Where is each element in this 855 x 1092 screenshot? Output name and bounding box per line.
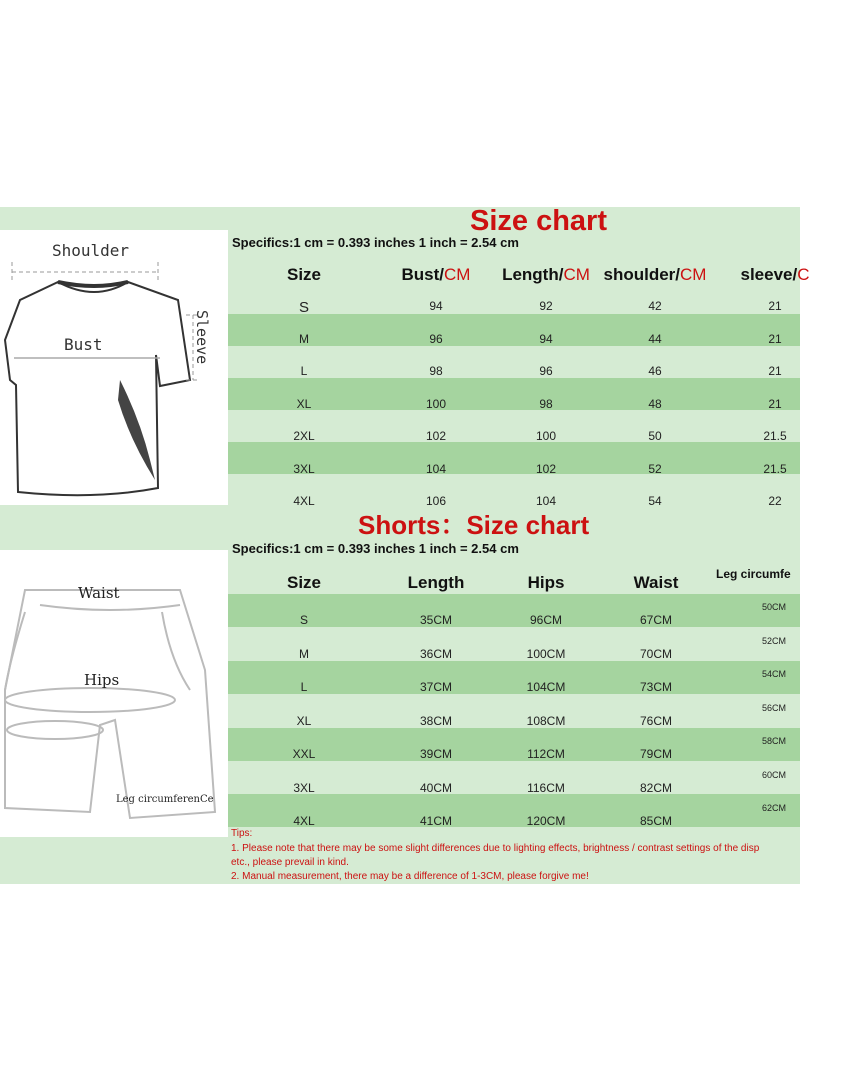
hips-label: Hips [84, 671, 120, 689]
size-chart-panel [0, 205, 810, 884]
shorts-cell: 116CM [527, 780, 565, 795]
shorts-cell: 56CM [762, 702, 787, 713]
tips-heading: Tips: [231, 828, 253, 839]
waist-label: Waist [78, 584, 120, 602]
shorts-header-1: Length [407, 573, 465, 592]
shirt-cell: 50 [648, 429, 662, 443]
tshirt-sketch [0, 230, 228, 505]
shorts-sketch [0, 550, 228, 837]
shorts-cell: 108CM [526, 713, 566, 728]
shorts-cell: M [299, 646, 309, 661]
shirt-cell: 96 [539, 364, 553, 378]
shirt-specifics: Specifics:1 cm = 0.393 inches 1 inch = 2.54 cm [232, 235, 519, 250]
shirt-cell: 100 [535, 429, 557, 443]
shorts-chart-title: Shorts：Size chart [358, 510, 590, 540]
shorts-header-3: Waist [633, 573, 679, 592]
shirt-cell: M [299, 331, 309, 346]
shirt-cell: 21 [768, 331, 782, 346]
shorts-cell: 73CM [639, 680, 672, 694]
shorts-specifics: Specifics:1 cm = 0.393 inches 1 inch = 2.54 cm [232, 541, 519, 556]
shirt-cell: 21.5 [763, 461, 787, 476]
shirt-cell: 44 [648, 331, 662, 346]
shorts-cell: 52CM [762, 635, 787, 646]
shirt-cell: 102 [425, 429, 447, 443]
shirt-cell: 3XL [293, 461, 315, 476]
shirt-cell: 92 [539, 299, 553, 313]
shirt-header-unit: C [797, 265, 810, 284]
shirt-cell: 104 [425, 461, 447, 476]
shirt-cell: 102 [535, 461, 557, 476]
tshirt-diagram [0, 230, 228, 505]
shorts-header-0: Size [286, 573, 322, 592]
shorts-diagram [0, 550, 228, 837]
shorts-cell: 40CM [419, 780, 452, 795]
shirt-cell: XL [296, 396, 312, 411]
shorts-cell: 60CM [762, 769, 787, 780]
shirt-cell: 98 [429, 364, 443, 378]
shirt-header-unit: CM [680, 265, 707, 284]
shirt-cell: 2XL [293, 429, 315, 443]
shirt-cell: 104 [535, 494, 557, 508]
shirt-cell: 98 [539, 396, 553, 411]
shirt-cell: 21.5 [763, 429, 787, 443]
tips-line-3: 2. Manual measurement, there may be a difference of 1-3CM, please forgive me! [231, 871, 589, 882]
shirt-cell: 94 [539, 331, 553, 346]
shorts-cell: 37CM [419, 680, 452, 694]
shirt-cell: 22 [768, 494, 782, 508]
shorts-cell: 54CM [762, 669, 787, 679]
shirt-header-unit: CM [563, 265, 590, 284]
shorts-cell: 62CM [762, 803, 787, 813]
shirt-cell: 96 [429, 331, 443, 346]
shirt-header-label: Bust/ [401, 265, 445, 284]
shorts-cell: 70CM [639, 646, 672, 661]
shorts-cell: 120CM [526, 814, 566, 828]
shorts-cell: 76CM [639, 713, 672, 728]
shirt-header-label: shoulder/ [603, 265, 681, 284]
shorts-cell: 85CM [639, 814, 672, 828]
shorts-cell: 50CM [762, 602, 787, 612]
shorts-header-2: Hips [527, 573, 565, 592]
shorts-cell: XXL [292, 747, 316, 761]
leg-label: Leg circumferenCe [116, 794, 214, 805]
shirt-cell: 52 [648, 461, 662, 476]
shirt-cell: 100 [425, 396, 447, 411]
shorts-header-4: Leg circumfe [716, 567, 791, 581]
shirt-cell: 21 [768, 396, 782, 411]
shorts-cell: 58CM [762, 736, 787, 746]
shirt-cell: 94 [429, 299, 443, 313]
shirt-header-label: Size [286, 265, 322, 284]
shorts-cell: 100CM [526, 646, 566, 661]
shirt-header-4 [695, 265, 855, 285]
shorts-cell: L [300, 680, 308, 694]
shorts-cell: 67CM [639, 613, 672, 627]
shirt-cell: 54 [648, 494, 662, 508]
shirt-header-unit: CM [444, 265, 471, 284]
shirt-cell: 48 [648, 396, 662, 411]
shirt-cell: 42 [648, 299, 662, 313]
shirt-chart-title: Size chart [470, 205, 607, 237]
shoulder-label: Shoulder [52, 241, 130, 260]
shorts-cell: 41CM [419, 814, 452, 828]
shorts-cell: 35CM [419, 613, 452, 627]
shorts-cell: 3XL [293, 780, 315, 795]
shirt-cell: 21 [768, 364, 782, 378]
shirt-cell: S [298, 299, 309, 316]
shorts-cell: 39CM [419, 747, 452, 761]
shirt-cell: 21 [768, 299, 782, 313]
shirt-cell: 106 [425, 494, 447, 508]
shorts-cell: 104CM [526, 680, 566, 694]
shirt-cell: 46 [648, 364, 662, 378]
sleeve-label: Sleeve [193, 310, 211, 365]
shorts-cell: 79CM [639, 747, 672, 761]
shorts-cell: 38CM [419, 713, 452, 728]
shirt-cell: 4XL [293, 494, 315, 508]
bust-label: Bust [64, 335, 103, 354]
shorts-cell: 112CM [527, 747, 565, 761]
shirt-cell: L [300, 364, 308, 378]
shorts-cell: 36CM [419, 646, 452, 661]
shorts-cell: S [299, 613, 308, 627]
shorts-cell: XL [296, 713, 312, 728]
shirt-header-label: Length/ [502, 265, 564, 284]
tips-line-1: 1. Please note that there may be some slight differences due to lighting effects, brightness / contrast settings of the disp [231, 843, 760, 854]
shorts-cell: 96CM [529, 613, 562, 627]
tips-line-2: etc., please prevail in kind. [231, 857, 349, 868]
shirt-header-label: sleeve/ [740, 265, 798, 284]
shorts-cell: 82CM [639, 780, 672, 795]
shorts-cell: 4XL [293, 814, 315, 828]
